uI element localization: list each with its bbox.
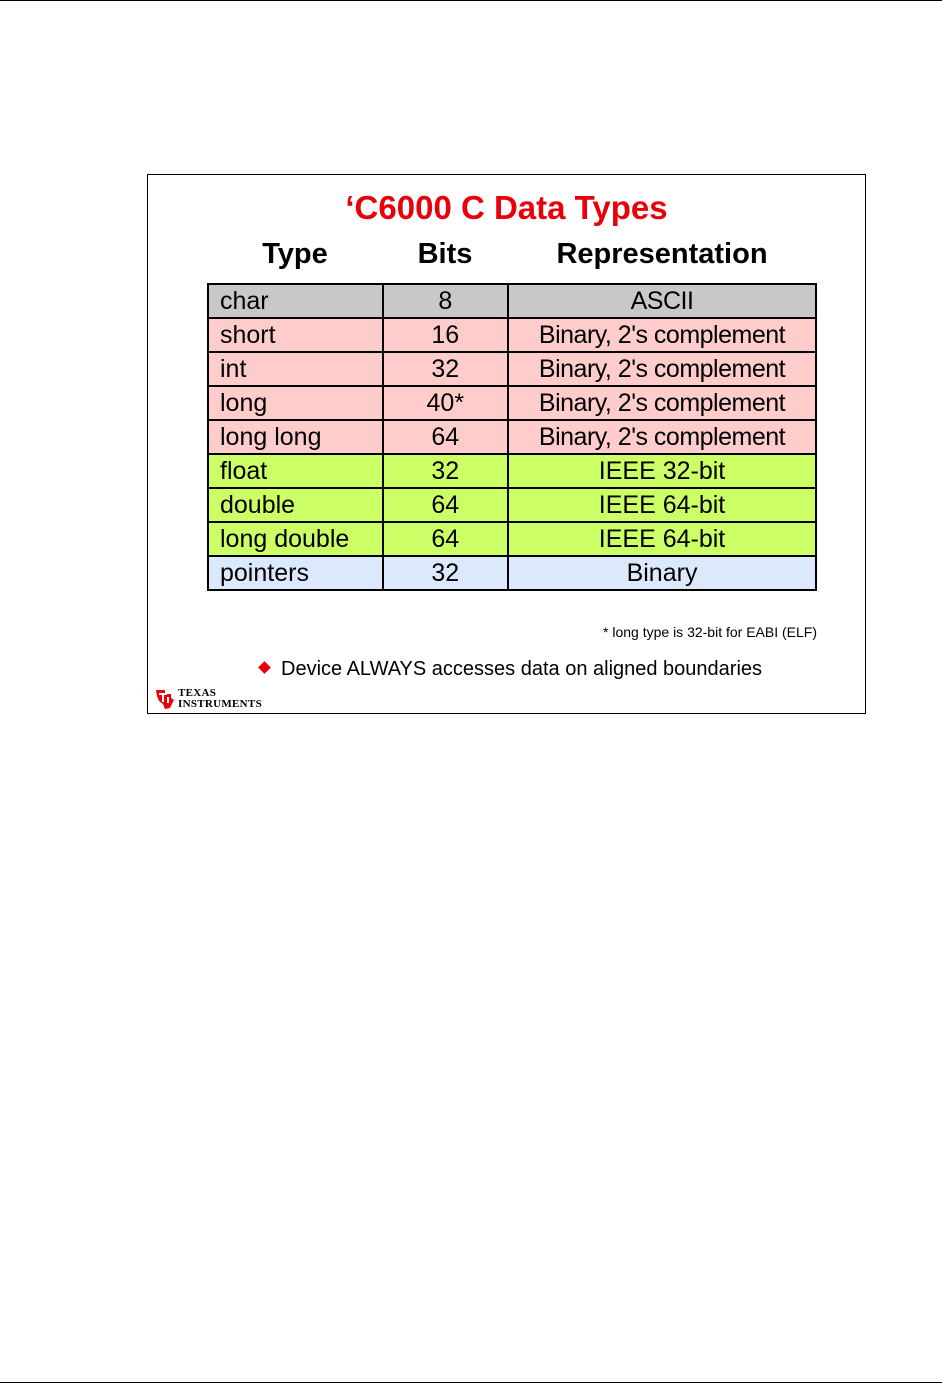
bits-cell: 32: [383, 454, 508, 488]
bits-cell: 32: [383, 352, 508, 386]
bits-cell: 64: [383, 522, 508, 556]
column-header-bits: Bits: [417, 238, 473, 270]
representation-cell: IEEE 32-bit: [508, 454, 816, 488]
representation-cell: IEEE 64-bit: [508, 488, 816, 522]
representation-cell: Binary, 2's complement: [508, 352, 816, 386]
bits-cell: 40*: [383, 386, 508, 420]
logo-line-2: INSTRUMENTS: [178, 698, 262, 710]
table-row: [208, 284, 816, 318]
type-cell: short: [208, 318, 383, 352]
representation-cell: Binary, 2's complement: [508, 318, 816, 352]
type-cell: pointers: [208, 556, 383, 590]
type-cell: long long: [208, 420, 383, 454]
table-row: [208, 386, 816, 420]
page-top-rule: [0, 0, 942, 1]
representation-cell: Binary, 2's complement: [508, 386, 816, 420]
diamond-bullet-icon: [258, 661, 271, 674]
representation-cell: Binary: [508, 556, 816, 590]
bullet-point: [260, 657, 762, 681]
bits-cell: 64: [383, 420, 508, 454]
logo-wordmark: [178, 688, 262, 710]
table-row: [208, 454, 816, 488]
type-cell: char: [208, 284, 383, 318]
type-cell: float: [208, 454, 383, 488]
representation-cell: ASCII: [508, 284, 816, 318]
representation-cell: Binary, 2's complement: [508, 420, 816, 454]
table-row: [208, 556, 816, 590]
slide-title: ‘C6000 C Data Types: [345, 189, 668, 226]
table-row: [208, 488, 816, 522]
logo-line-1: TEXAS: [178, 687, 217, 699]
page-bottom-rule: [0, 1382, 942, 1383]
bits-cell: 16: [383, 318, 508, 352]
texas-instruments-logo: [153, 685, 262, 713]
table-row: [208, 318, 816, 352]
column-header-representation: Representation: [556, 238, 768, 270]
type-cell: double: [208, 488, 383, 522]
data-types-table: [207, 283, 817, 591]
footnote: * long type is 32-bit for EABI (ELF): [603, 624, 817, 640]
type-cell: long double: [208, 522, 383, 556]
bullet-text: Device ALWAYS accesses data on aligned boundaries: [281, 658, 763, 680]
slide-figure: [147, 174, 866, 714]
representation-cell: IEEE 64-bit: [508, 522, 816, 556]
type-cell: int: [208, 352, 383, 386]
bits-cell: 64: [383, 488, 508, 522]
bits-cell: 32: [383, 556, 508, 590]
table-row: [208, 352, 816, 386]
table-row: [208, 522, 816, 556]
table-row: [208, 420, 816, 454]
type-cell: long: [208, 386, 383, 420]
bits-cell: 8: [383, 284, 508, 318]
ti-logo-icon: [153, 688, 175, 710]
column-header-type: Type: [262, 238, 328, 270]
